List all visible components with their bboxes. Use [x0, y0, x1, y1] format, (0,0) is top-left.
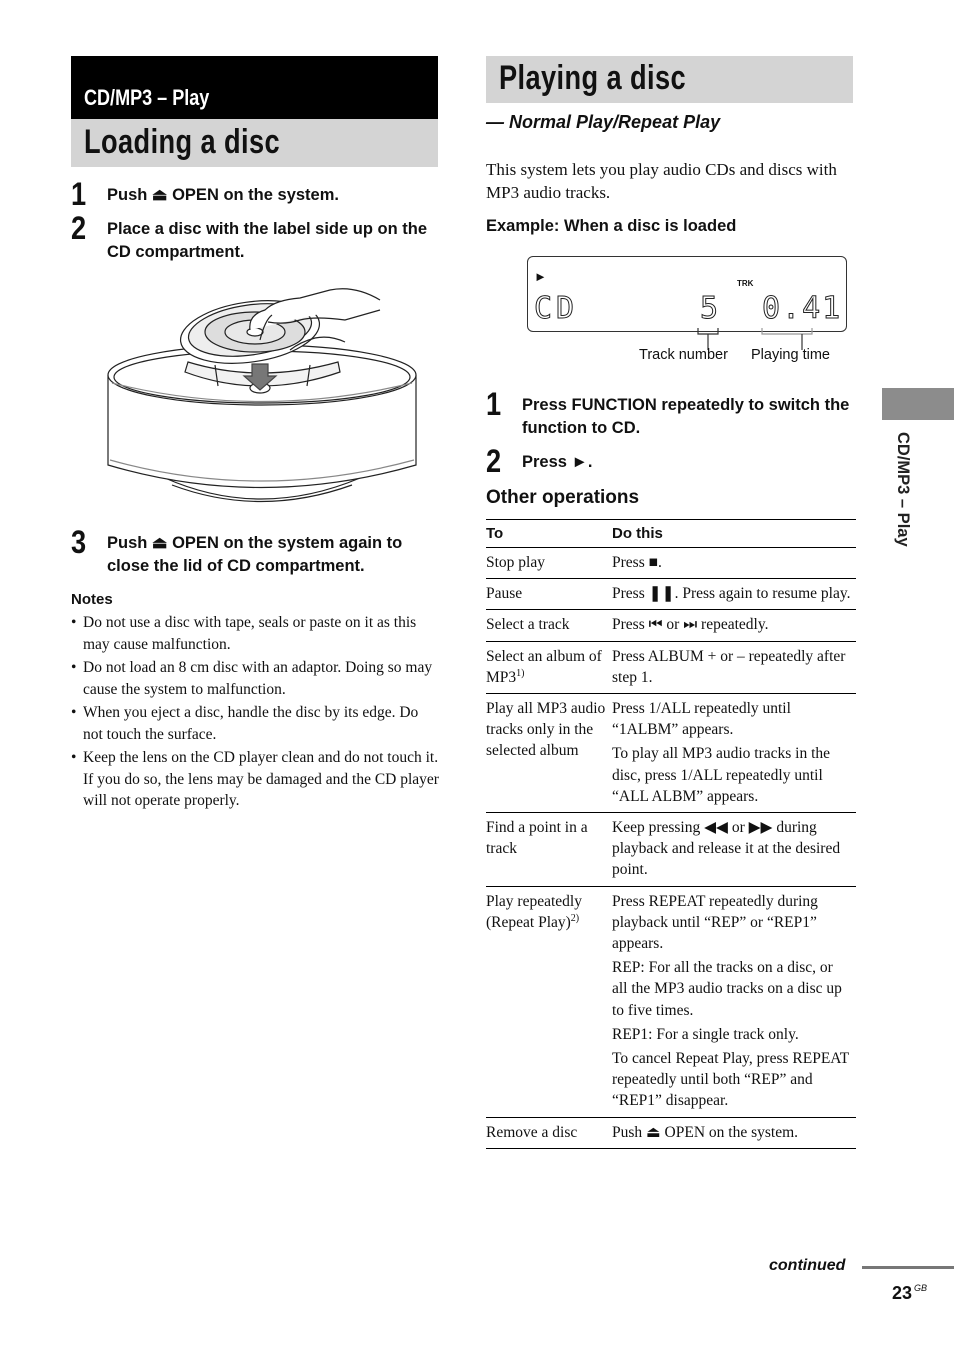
cell-to: Find a point in a track — [486, 813, 612, 887]
playing-time-label: Playing time — [751, 347, 830, 363]
table-row — [486, 1117, 856, 1148]
page-title-loading: Loading a disc — [84, 123, 281, 161]
display-track: 5 — [700, 291, 719, 326]
cell-to: Select an album of MP3$^{1)}$ — [486, 641, 612, 693]
step-number-2: 2 — [71, 210, 87, 246]
step-text-3: Push ⏏ OPEN on the system again to close the lid of CD compartment. — [107, 534, 403, 575]
play-indicator-icon: ► — [534, 269, 547, 284]
table-row — [486, 579, 856, 610]
table-row — [486, 548, 856, 579]
step-number-r2: 2 — [486, 443, 502, 479]
cell-do: Press ❚❚. Press again to resume play. — [612, 579, 856, 610]
table-row — [486, 641, 856, 693]
cell-to: Play repeatedly (Repeat Play)$^{2)}$ — [486, 886, 612, 1117]
section-label: CD/MP3 – Play — [84, 85, 210, 110]
note-item: • Do not load an 8 cm disc with an adaptor. Doing so may cause the system to malfunction. — [71, 659, 433, 698]
header-do-this: Do this — [612, 520, 856, 548]
note-item: • Do not use a disc with tape, seals or paste on it as this may cause malfunction. — [71, 614, 417, 653]
notes-list — [71, 612, 439, 814]
display-time: 0.41 — [762, 291, 843, 326]
example-heading: Example: When a disc is loaded — [486, 217, 737, 235]
subtitle: — Normal Play/Repeat Play — [486, 112, 721, 132]
table-row — [486, 813, 856, 887]
cell-do: Press REPEAT repeatedly during playback until “REP” or “REP1” appears. REP: For all the tracks on a disc, or all the MP3 audio tracks on a disc up to five times. REP1: For a single track only. To cancel Repeat Play, press REPEAT repeatedly until both “REP” and “REP1” disappear. — [612, 886, 856, 1117]
step-text-1: Push ⏏ OPEN on the system. — [107, 186, 339, 204]
table-row — [486, 886, 856, 1117]
continued-label: continued — [769, 1257, 846, 1274]
header-to: To — [486, 520, 612, 548]
continued-rule — [862, 1266, 954, 1269]
table-header-row — [486, 520, 856, 548]
table-row — [486, 610, 856, 641]
cell-to: Stop play — [486, 548, 612, 579]
step-text-2: Place a disc with the label side up on the CD compartment. — [107, 220, 427, 261]
note-item: • When you eject a disc, handle the disc by its edge. Do not touch the surface. — [71, 704, 419, 743]
step-text-r1: Press FUNCTION repeatedly to switch the function to CD. — [522, 396, 850, 437]
step-number-3: 3 — [71, 524, 87, 560]
table-row — [486, 694, 856, 813]
step-text-r2: Press ►. — [522, 453, 593, 471]
cell-do: Press 1/ALL repeatedly until “1ALBM” appears. To play all MP3 audio tracks in the disc, press 1/ALL repeatedly until “ALL ALBM” appears. — [612, 694, 856, 813]
other-operations-heading: Other operations — [486, 487, 640, 508]
page-number: 23 $^{GB}$ — [892, 1283, 928, 1303]
cell-do: Press ⏮ or ⏭ repeatedly. — [612, 610, 856, 641]
cell-to: Select a track — [486, 610, 612, 641]
side-tab-marker — [882, 388, 954, 420]
track-number-label: Track number — [639, 347, 728, 363]
step-number-1: 1 — [71, 176, 87, 212]
cell-do: Keep pressing ◀◀ or ▶▶ during playback and release it at the desired point. — [612, 813, 856, 887]
notes-heading: Notes — [71, 591, 113, 608]
footnote-ref-1: 1) — [516, 667, 525, 679]
side-tab-label: CD/MP3 – Play — [894, 432, 912, 547]
cell-do: Press ALBUM + or – repeatedly after step 1. — [612, 641, 856, 693]
page-title-playing: Playing a disc — [499, 59, 687, 97]
footnote-ref-2: 2) — [570, 912, 580, 924]
cell-to: Pause — [486, 579, 612, 610]
cd-system-illustration — [100, 280, 425, 515]
cell-do: Press ■. — [612, 548, 856, 579]
cell-do: Push ⏏ OPEN on the system. — [612, 1117, 856, 1148]
trk-indicator: TRK — [737, 279, 754, 288]
operations-table — [486, 519, 856, 1149]
step-number-r1: 1 — [486, 386, 502, 422]
intro-text: This system lets you play audio CDs and discs with MP3 audio tracks. — [486, 160, 837, 202]
cell-to: Play all MP3 audio tracks only in the selected album — [486, 694, 612, 813]
display-source: CD — [534, 291, 579, 326]
note-item: • Keep the lens on the CD player clean and do not touch it. If you do so, the lens may be damaged and the CD player will not operate properly. — [71, 749, 439, 809]
cell-to: Remove a disc — [486, 1117, 612, 1148]
